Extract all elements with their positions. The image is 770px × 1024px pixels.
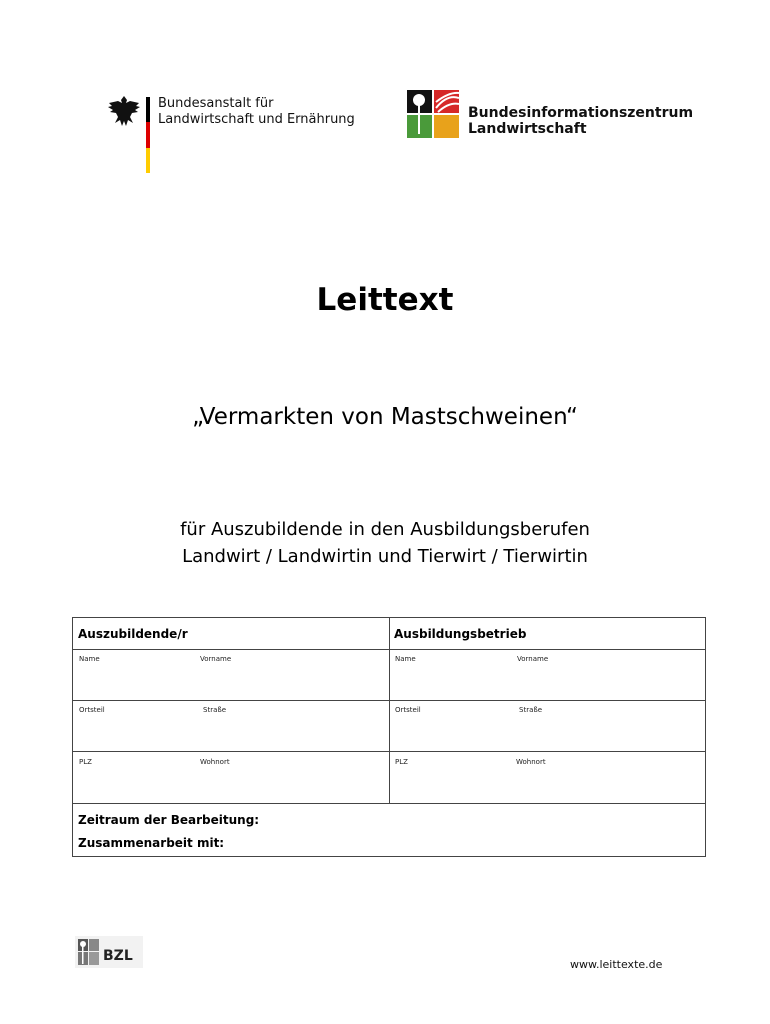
company-wohnort-field[interactable]: Wohnort (516, 758, 546, 766)
company-strasse-field[interactable]: Straße (519, 706, 543, 714)
trainee-vorname-field[interactable]: Vorname (200, 655, 232, 663)
footer-url-link[interactable]: www.leittexte.de (570, 958, 663, 971)
company-header: Ausbildungsbetrieb (394, 627, 527, 641)
trainee-name-field[interactable]: Name (79, 655, 100, 663)
ble-line1: Bundesanstalt für (158, 96, 274, 111)
registration-form-table (72, 617, 706, 857)
trainee-plz-field[interactable]: PLZ (79, 758, 92, 766)
column-divider (389, 618, 390, 804)
audience-line1: für Auszubildende in den Ausbildungsberufen (180, 519, 590, 540)
audience-text (0, 516, 770, 570)
company-plz-field[interactable]: PLZ (395, 758, 408, 766)
audience-line2: Landwirt / Landwirtin und Tierwirt / Tierwirtin (182, 546, 588, 567)
flag-black-stripe (146, 97, 150, 122)
bzl-line1: Bundesinformationszentrum (468, 105, 694, 121)
flag-gold-stripe (146, 148, 150, 173)
page-subtitle: „Vermarkten von Mastschweinen“ (192, 404, 578, 430)
row-divider (73, 700, 705, 701)
company-ortsteil-field[interactable]: Ortsteil (395, 706, 421, 714)
page-title: Leittext (316, 282, 454, 318)
bzl-logo-text (468, 105, 693, 137)
bzl-logo-icon (407, 90, 459, 138)
bzl-footer-logo (75, 936, 143, 968)
federal-eagle-icon (106, 94, 142, 128)
trainee-header: Auszubildende/r (78, 627, 188, 641)
row-divider (73, 803, 705, 804)
trainee-wohnort-field[interactable]: Wohnort (200, 758, 230, 766)
bzl-footer-label: BZL (103, 948, 133, 964)
ble-logo-text (158, 96, 355, 128)
company-name-field[interactable]: Name (395, 655, 416, 663)
flag-red-stripe (146, 122, 150, 147)
company-vorname-field[interactable]: Vorname (517, 655, 549, 663)
row-divider (73, 649, 705, 650)
trainee-strasse-field[interactable]: Straße (203, 706, 227, 714)
german-flag-bar (146, 97, 150, 173)
trainee-ortsteil-field[interactable]: Ortsteil (79, 706, 105, 714)
ble-line2: Landwirtschaft und Ernährung (158, 112, 355, 127)
row-divider (73, 751, 705, 752)
bzl-line2: Landwirtschaft (468, 121, 587, 137)
zusammenarbeit-field[interactable]: Zusammenarbeit mit: (78, 836, 225, 850)
zeitraum-field[interactable]: Zeitraum der Bearbeitung: (78, 813, 260, 827)
